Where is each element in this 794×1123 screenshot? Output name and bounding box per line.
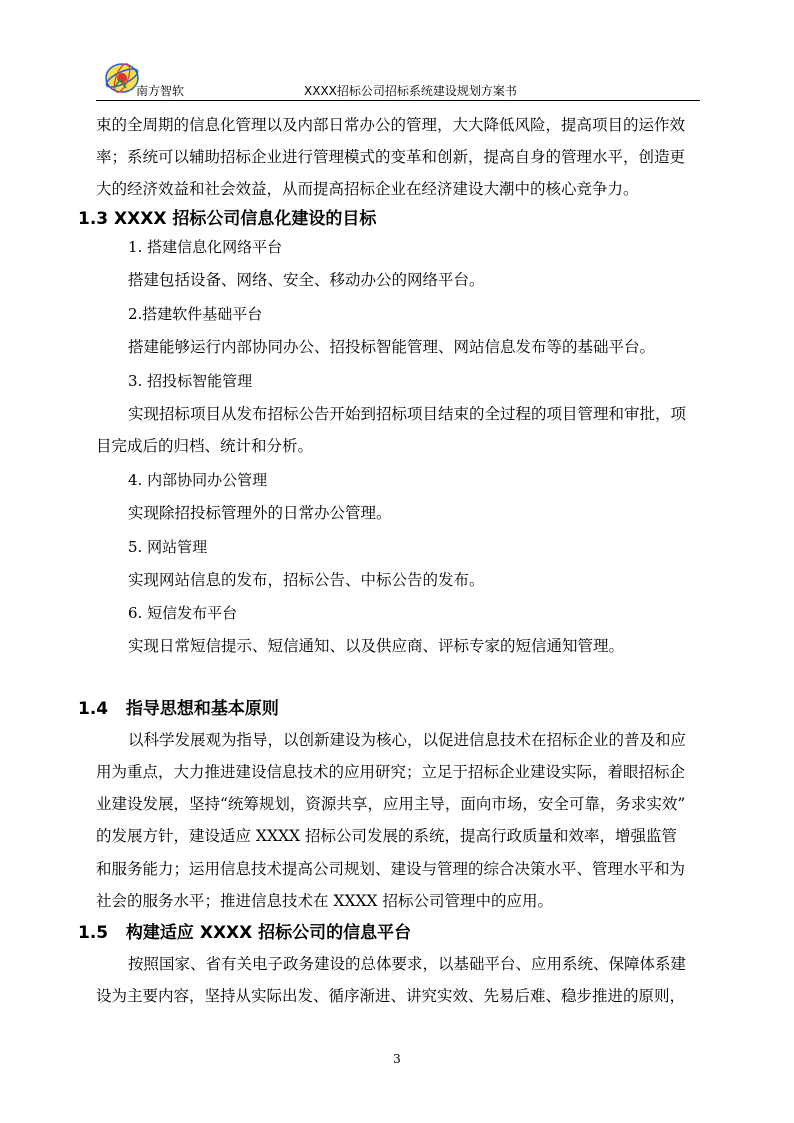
paragraph-line: 按照国家、省有关电子政务建设的总体要求，以基础平台、应用系统、保障体系建 xyxy=(128,955,687,973)
page-header xyxy=(96,58,700,101)
paragraph-line: 社会的服务水平；推进信息技术在 XXXX 招标公司管理中的应用。 xyxy=(96,892,553,910)
list-item-title: 3. 招投标智能管理 xyxy=(128,372,253,390)
paragraph-line: 率；系统可以辅助招标企业进行管理模式的变革和创新，提高自身的管理水平，创造更 xyxy=(96,148,686,166)
company-name: 南方智软 xyxy=(136,84,185,98)
paragraph-line: 业建设发展，坚持“统筹规划，资源共享，应用主导，面向市场，安全可靠，务求实效” xyxy=(96,795,686,813)
section-number: 1.5 xyxy=(78,923,109,943)
paragraph-line: 的发展方针，建设适应 XXXX 招标公司发展的系统，提高行政质量和效率，增强监管 xyxy=(96,827,677,845)
list-item-desc: 实现网站信息的发布，招标公告、中标公告的发布。 xyxy=(128,571,485,589)
document-title: XXXX招标公司招标系统建设规划方案书 xyxy=(304,84,517,98)
section-number: 1.3 xyxy=(78,209,109,229)
list-item-desc: 实现招标项目从发布招标公告开始到招标项目结束的全过程的项目管理和审批，项 xyxy=(128,405,687,423)
list-item-desc: 搭建包括设备、网络、安全、移动办公的网络平台。 xyxy=(128,271,485,289)
section-title: 指导思想和基本原则 xyxy=(125,699,279,719)
list-item-title: 1. 搭建信息化网络平台 xyxy=(128,238,283,256)
list-item-desc: 目完成后的归档、统计和分析。 xyxy=(96,437,314,455)
list-item-desc: 实现除招投标管理外的日常办公管理。 xyxy=(128,504,392,522)
paragraph-line: 和服务能力；运用信息技术提高公司规划、建设与管理的综合决策水平、管理水平和为 xyxy=(96,860,686,878)
section-title: 构建适应 XXXX 招标公司的信息平台 xyxy=(125,923,412,943)
list-item-title: 5. 网站管理 xyxy=(128,538,208,556)
list-item-desc: 搭建能够运行内部协同办公、招投标智能管理、网站信息发布等的基础平台。 xyxy=(128,338,656,356)
paragraph-line: 以科学发展观为指导，以创新建设为核心，以促进信息技术在招标企业的普及和应 xyxy=(128,731,687,749)
section-heading xyxy=(78,918,411,943)
list-item-title: 2.搭建软件基础平台 xyxy=(128,305,263,323)
list-item-title: 4. 内部协同办公管理 xyxy=(128,471,268,489)
section-number: 1.4 xyxy=(78,699,109,719)
section-heading xyxy=(78,694,279,719)
paragraph-line: 用为重点，大力推进建设信息技术的应用研究；立足于招标企业建设实际，着眼招标企 xyxy=(96,763,686,781)
page-number: 3 xyxy=(393,1052,401,1066)
paragraph-line: 束的全周期的信息化管理以及内部日常办公的管理，大大降低风险，提高项目的运作效 xyxy=(96,116,686,134)
list-item-desc: 实现日常短信提示、短信通知、以及供应商、评标专家的短信通知管理。 xyxy=(128,637,625,655)
list-item-title: 6. 短信发布平台 xyxy=(128,604,238,622)
section-title: XXXX 招标公司信息化建设的目标 xyxy=(114,209,377,229)
paragraph-line: 设为主要内容，坚持从实际出发、循序渐进、讲究实效、先易后难、稳步推进的原则， xyxy=(96,987,686,1005)
paragraph-line: 大的经济效益和社会效益，从而提高招标企业在经济建设大潮中的核心竞争力。 xyxy=(96,180,639,198)
section-heading xyxy=(78,204,376,229)
